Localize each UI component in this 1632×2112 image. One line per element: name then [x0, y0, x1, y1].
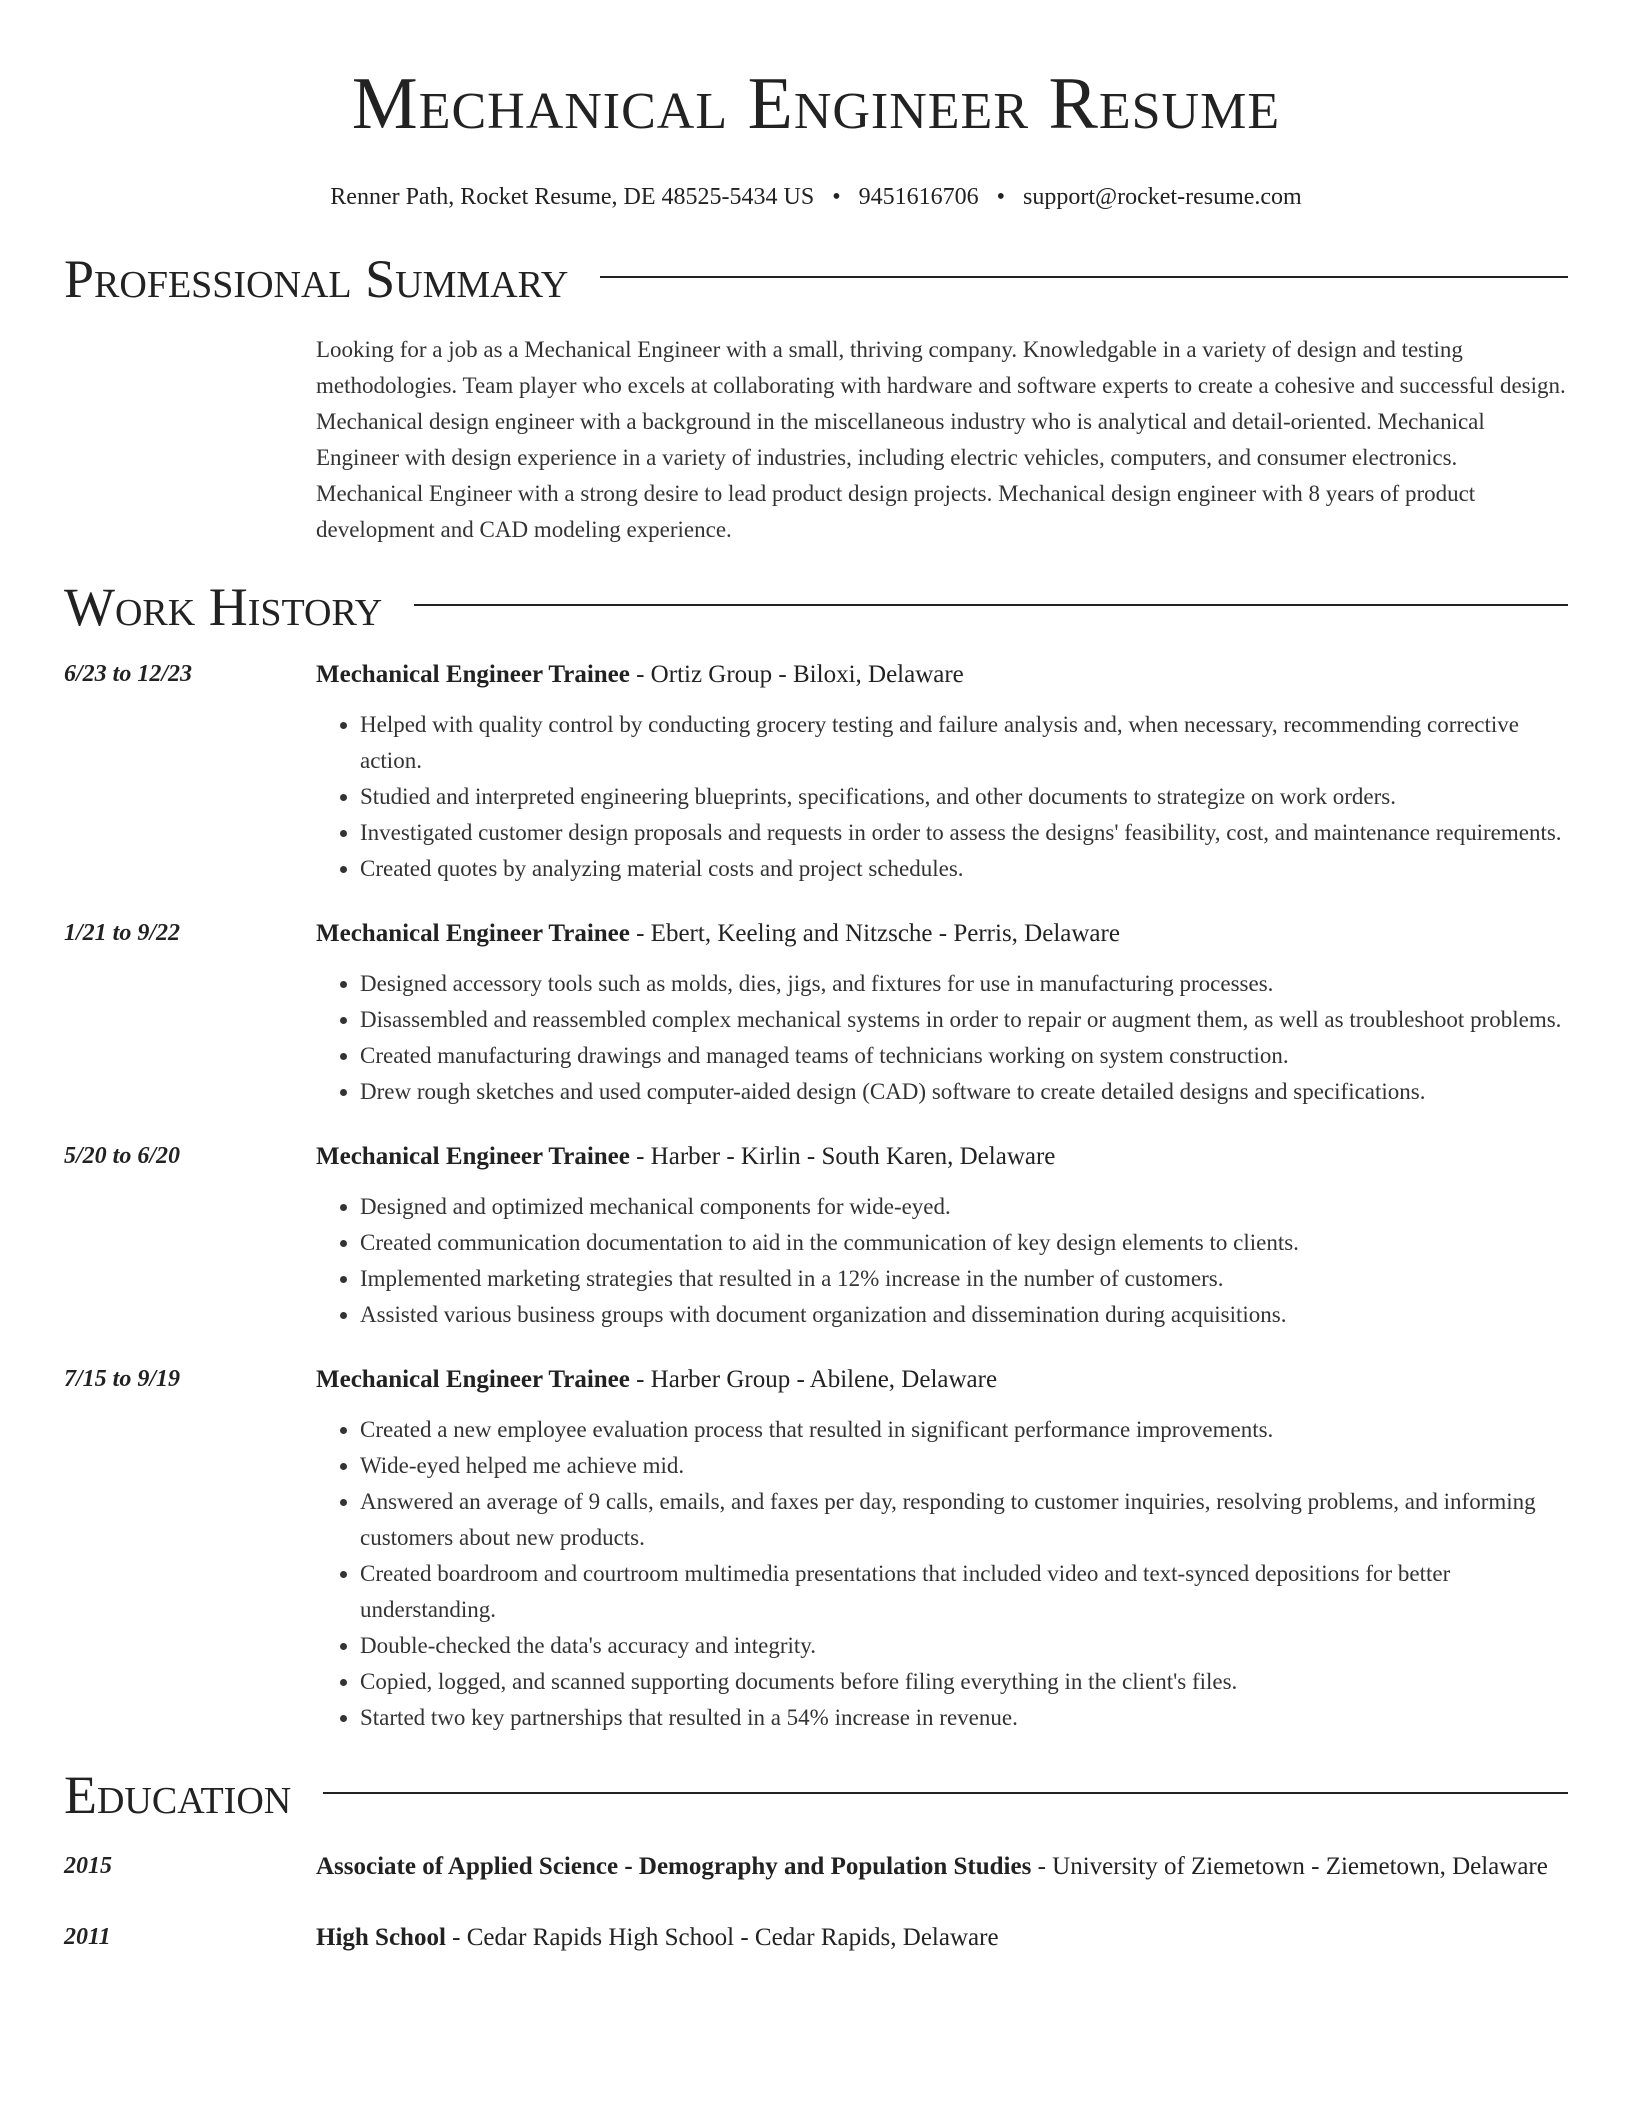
contact-email: support@rocket-resume.com: [1023, 184, 1302, 210]
contact-separator: •: [996, 184, 1006, 210]
job-bullet: • Wide-eyed helped me achieve mid.: [360, 1448, 1568, 1484]
education-section-header: [64, 1764, 1568, 1826]
education-details: - Cedar Rapids High School - Cedar Rapids, Delaware: [445, 1924, 999, 1951]
job-bullet: • Created manufacturing drawings and managed teams of technicians working on system construction.: [360, 1038, 1568, 1074]
job-bullet: • Created communication documentation to aid in the communication of key design elements to clients.: [360, 1225, 1568, 1261]
contact-phone: 9451616706: [858, 184, 979, 210]
job-title: Mechanical Engineer Trainee: [316, 1143, 630, 1170]
contact-address: Renner Path, Rocket Resume, DE 48525-5434 US: [330, 184, 815, 210]
job-bullet: • Answered an average of 9 calls, emails, and faxes per day, responding to customer inquiries, resolving problems, and informing customers about new products.: [360, 1484, 1568, 1556]
job-title-line: [316, 656, 1568, 693]
job-bullets: [316, 1189, 1568, 1333]
section-divider: [600, 276, 1568, 278]
job-details: - Ebert, Keeling and Nitzsche - Perris, Delaware: [629, 920, 1120, 947]
education-year: 2011: [64, 1924, 111, 1950]
job-bullet: • Started two key partnerships that resulted in a 54% increase in revenue.: [360, 1700, 1568, 1736]
job-bullet: • Drew rough sketches and used computer-aided design (CAD) software to create detailed designs and specifications.: [360, 1074, 1568, 1110]
job-bullet: • Created boardroom and courtroom multimedia presentations that included video and text-synced depositions for better understanding.: [360, 1556, 1568, 1628]
job-bullet: • Disassembled and reassembled complex mechanical systems in order to repair or augment them, as well as troubleshoot problems.: [360, 1002, 1568, 1038]
section-divider: [414, 604, 1568, 606]
job-dates: 5/20 to 6/20: [64, 1143, 181, 1169]
summary-heading: Professional Summary: [64, 249, 569, 309]
job-title-line: [316, 1361, 1568, 1398]
job-dates: 6/23 to 12/23: [64, 661, 193, 687]
education-degree: Associate of Applied Science - Demography and Population Studies: [316, 1853, 1032, 1880]
job-bullet: • Studied and interpreted engineering blueprints, specifications, and other documents to strategize on work orders.: [360, 779, 1568, 815]
summary-section-header: [64, 248, 1568, 310]
job-dates: 7/15 to 9/19: [64, 1366, 181, 1392]
job-title: Mechanical Engineer Trainee: [316, 1366, 630, 1393]
job-details: - Ortiz Group - Biloxi, Delaware: [629, 661, 964, 688]
education-line: [316, 1919, 1568, 1956]
summary-text: Looking for a job as a Mechanical Engineer with a small, thriving company. Knowledgable in a variety of design and testing methodologies. Team player who excels at collaborating with hardware and software experts to create a cohesive and successful design. Mechanical design engineer with a background in the miscellaneous industry who is analytical and detail-oriented. Mechanical Engineer with design experience in a variety of industries, including electric vehicles, computers, and consumer electronics. Mechanical Engineer with a strong desire to lead product design projects. Mechanical design engineer with 8 years of product development and CAD modeling experience.: [316, 337, 1566, 542]
job-bullet: • Designed and optimized mechanical components for wide-eyed.: [360, 1189, 1568, 1225]
job-bullet: • Created quotes by analyzing material costs and project schedules.: [360, 851, 1568, 887]
education-line: [316, 1848, 1568, 1885]
job-bullets: [316, 966, 1568, 1110]
job-bullets: [316, 707, 1568, 887]
job-dates: 1/21 to 9/22: [64, 920, 181, 946]
contact-separator: •: [832, 184, 841, 210]
education-entry: [64, 1848, 1568, 1885]
job-entry: [64, 656, 1568, 887]
job-bullet: • Assisted various business groups with document organization and dissemination during acquisitions.: [360, 1297, 1568, 1333]
job-bullet: • Copied, logged, and scanned supporting documents before filing everything in the client's files.: [360, 1664, 1568, 1700]
education-year: 2015: [64, 1853, 112, 1879]
job-bullet: • Created a new employee evaluation process that resulted in significant performance improvements.: [360, 1412, 1568, 1448]
work-history-list: [64, 656, 1568, 1736]
section-divider: [323, 1792, 1568, 1794]
education-degree: High School: [316, 1924, 446, 1951]
job-bullet: • Double-checked the data's accuracy and integrity.: [360, 1628, 1568, 1664]
job-entry: [64, 1361, 1568, 1736]
job-title-line: [316, 915, 1568, 952]
resume-name: Mechanical Engineer Resume: [351, 63, 1281, 145]
education-details: - University of Ziemetown - Ziemetown, Delaware: [1031, 1853, 1548, 1880]
job-bullet: • Designed accessory tools such as molds, dies, jigs, and fixtures for use in manufacturing processes.: [360, 966, 1568, 1002]
job-entry: [64, 915, 1568, 1110]
education-entry: [64, 1919, 1568, 1956]
job-title: Mechanical Engineer Trainee: [316, 661, 630, 688]
job-title: Mechanical Engineer Trainee: [316, 920, 630, 947]
education-heading: Education: [64, 1765, 292, 1825]
job-entry: [64, 1138, 1568, 1333]
work-section-header: [64, 576, 1568, 638]
job-details: - Harber - Kirlin - South Karen, Delaware: [629, 1143, 1056, 1170]
job-bullet: • Investigated customer design proposals and requests in order to assess the designs' feasibility, cost, and maintenance requirements.: [360, 815, 1568, 851]
job-bullets: [316, 1412, 1568, 1736]
job-title-line: [316, 1138, 1568, 1175]
job-bullet: • Helped with quality control by conducting grocery testing and failure analysis and, when necessary, recommending corrective action.: [360, 707, 1568, 779]
work-heading: Work History: [64, 577, 383, 637]
job-details: - Harber Group - Abilene, Delaware: [629, 1366, 998, 1393]
job-bullet: • Implemented marketing strategies that resulted in a 12% increase in the number of customers.: [360, 1261, 1568, 1297]
contact-line: [64, 182, 1568, 212]
